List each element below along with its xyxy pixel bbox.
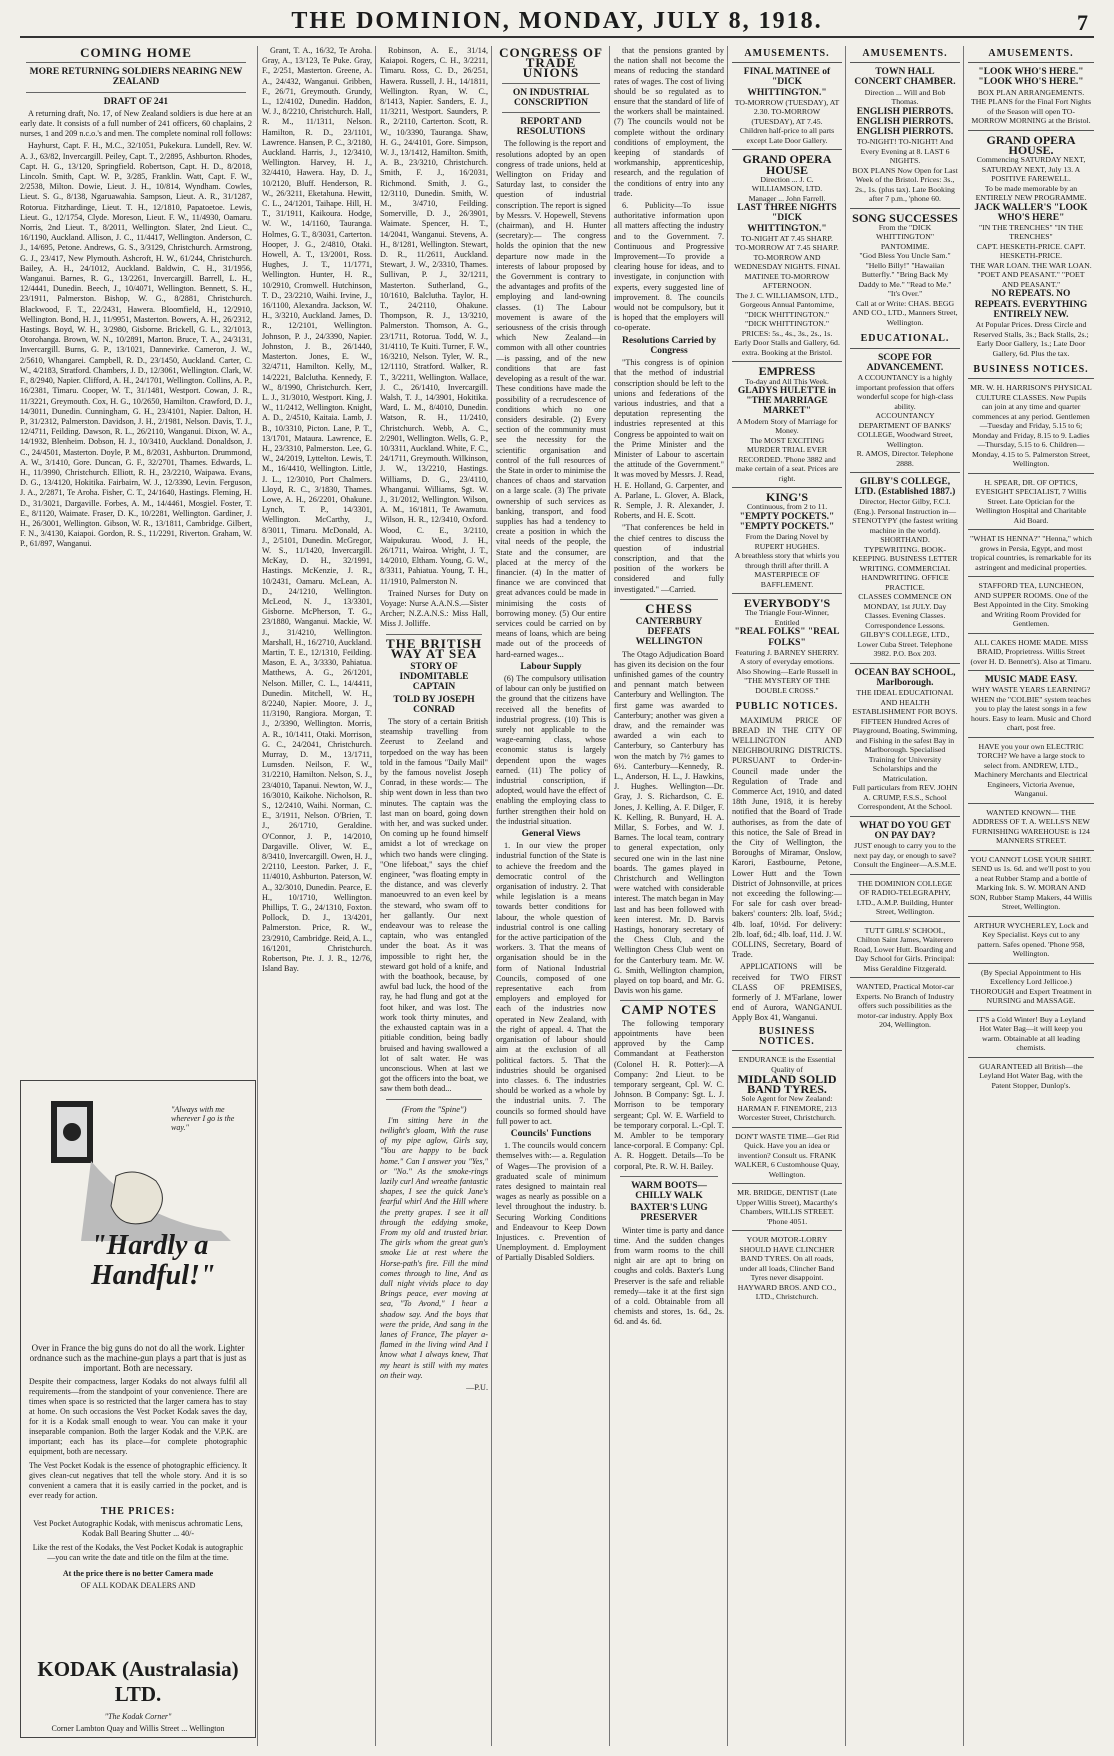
ad-text: ENDURANCE is the Essential Quality of: [738, 1055, 836, 1074]
column-chess-camp: [614, 46, 724, 1746]
ad-headline: MIDLAND SOLID BAND TYRES.: [737, 1072, 837, 1097]
article-heading: COMING HOME: [80, 46, 192, 60]
ad-text: H. SPEAR, DR. OF OPTICS, EYESIGHT SPECIALIST, 7 Willis Street. Late Optician for the Wellington Hospital and Charitable Aid Board.: [975, 477, 1087, 525]
ad-grand-opera-house: [732, 149, 842, 361]
ad-text: WHY WASTE YEARS LEARNING? WHEN the "COLBIE" system teaches you to play the latest songs in a few hours. Easy to learn. Music and Chord chart, post free.: [971, 685, 1091, 733]
ad-stafford-tea: [968, 576, 1094, 633]
poem-body: I'm sitting here in the twilight's gloam, With the ruse of my pipe aglow, Girls say, "You are happy to be back home." Can I answer you "Yes," or "No." As the smoke-rings lazily curl And wreathe fantastic shapes, I see the quick Jane's fearful whirl And the Hill where the pretty grapes. I see it all through the eddying smoke, From my old and trusted briar. The girls whom the great gun's smoke Lie at rest where the Horse-path's fire. Fill the mind comes through to line, And as dull night vivids place to day Brings peace, ever moving at sea, "To Avond," I hear a shadow say. And the boys that were the pride, And sang in the lanes of France, The player a-flamed in the living wind And I know what I always knew, That my heart is still with my mates on their way.: [380, 1115, 488, 1380]
ad-rubber-stamp: [968, 850, 1094, 916]
ad-text: ENGLISH PIERROTS. ENGLISH PIERROTS. ENGLISH PIERROTS.: [856, 106, 954, 138]
ad-text: FIFTEEN Hundred Acres of Playground, Boating, Swimming, and Fishing in the safest Bay in Marlborough. Specialised Training for University Scholarships and the Matriculation.: [852, 716, 958, 783]
ad-headline: "LOOK WHO'S HERE." "LOOK WHO'S HERE.": [978, 67, 1084, 88]
ad-text: GLADYS HULETTE in "THE MARRIAGE MARKET": [737, 386, 837, 417]
column-rule: [491, 46, 492, 1746]
ad-final-matinee: [732, 62, 842, 149]
ad-text: JUST enough to carry you to the next pay day, or enough to save? Consult the Engineer—A.S.M.E.: [853, 841, 957, 870]
ad-text: THE IDEAL EDUCATIONAL AND HEALTH ESTABLISHMENT FOR BOYS.: [852, 688, 958, 717]
ad-text: Featuring J. BARNEY SHERRY.: [735, 647, 839, 657]
ad-text: From the Daring Novel by RUPERT HUGHES.: [745, 532, 829, 551]
article-subheading: REPORT AND RESOLUTIONS: [516, 117, 586, 138]
section-heading: AMUSEMENTS.: [744, 48, 830, 59]
ad-text: HAVE you your own ELECTRIC TORCH? We have a large stock to select from. ANDREW, LTD., Machinery Merchants and Electrical Engineers, Victoria Avenue, Wanganui.: [974, 741, 1088, 799]
kodak-advertisement: [20, 1080, 256, 1738]
section-heading: Councils' Functions: [510, 1128, 592, 1139]
ad-text: WANTED KNOWN— THE ADDRESS OF T. A. WELLS'S NEW FURNISHING WAREHOUSE is 124 MANNERS STREET.: [972, 807, 1090, 846]
ad-text: YOU CANNOT LOSE YOUR SHIRT. SEND us 1s. 6d. and we'll post to you a neat Rubber Stamp and a bottle of Marking Ink. S. W. MORAN AND SON, Rubber Stamp Makers, 44 Willis Street, Wellington.: [970, 854, 1092, 912]
ad-headline: GRAND OPERA HOUSE: [742, 152, 832, 177]
ad-headline: EMPRESS: [758, 364, 816, 379]
chess-heading: CHESS: [645, 600, 693, 616]
ad-text: MR. BRIDGE, DENTIST (Late Upper Willis Street), Macarthy's Chambers, WILLIS STREET. 'Phone 4051.: [736, 1188, 838, 1226]
ad-text: TUTT GIRLS' SCHOOL, Chilton Saint James, Waiterero Road, Lower Hutt. Boarding and Day School for Girls. Principal: Miss Geraldine Fitzgerald.: [853, 925, 957, 973]
column-rule: [963, 46, 964, 1746]
ad-text: Call at or Write: CHAS. BEGG AND CO., LTD., Manners Street, Wellington.: [852, 298, 958, 327]
ad-text: BOX PLANS Now Open for Last Week of the Bristol. Prices: 3s., 2s., 1s. (plus tax). Late Booking after 7 p.m., 'phone 60.: [852, 165, 958, 204]
column-amusements-3: [968, 46, 1094, 1746]
column-rule: [609, 46, 610, 1746]
ad-empress: [732, 361, 842, 487]
ad-electric-torch: [968, 737, 1094, 803]
public-notice: MAXIMUM PRICE OF BREAD IN THE CITY OF WELLINGTON AND NEIGHBOURING DISTRICTS. PURSUANT to Order-in-Council made under the Regulation of Trade and Commerce Act, 1910, and dated 18th June, 1918, it is hereby notified that the Board of Trade authorises, as from the date of this notice, the Sale of Bread in the City of Wellington, the Boroughs of Miramar, Onslow, Karori, Eastbourne, Petone, Lower Hutt and the Town District of Johnsonville, at prices not exceeding the following:— For sale for cash over bread-bakers' counters: 2lb. loaf, 5½d.; 4lb. loaf, 10½d. For delivery: 2lb. loaf, 6d.; 4lb. loaf, 11d. J. W. COLLINS, Secretary, Board of Trade.: [732, 715, 842, 960]
ad-optician: [968, 473, 1094, 530]
ad-headline: GILBY'S COLLEGE, LTD. (Established 1887.): [854, 477, 956, 498]
ad-text: The Triangle Four-Winner, Entitled: [745, 608, 829, 627]
kodak-body: [29, 1343, 247, 1591]
ad-text: CLASSES COMMENCE ON MONDAY, 1st JULY. Day Classes. Evening Classes. Correspondence Lessons.: [858, 592, 952, 630]
public-notice: APPLICATIONS will be received for TWO FIRST CLASS OF PREMISES, formerly of J. M'Farlane, lower end of Aurora, WANGANUI. Apply Box 41, Wanganui.: [732, 962, 842, 1023]
nominal-roll: Hayhurst, Capt. F. H., M.C., 32/1051, Pukekura. Lundell, Rev. W. A. J., 63/82, Invercargill. Peiley, Capt. T., 2/2895, Ashburton. Rhodes, Capt. H. G., 13/120, Springfield. Robertson, Capt. H. D., 8/2018, Lincoln. Smith, Capt. W. P., 3/285, Franklin. Watt, Capt. F. W., 2/2538, Milton. Dowie, Lieut. J. H., 10/814, Wyndham. Cowles, Lieut. S. G., 8/138, Ngaruawahia. Sampson, Lieut. A. R., 31/1287, Rotorua. Fitzhardinge, Lieut. T. H., 12/1810, Papatoetoe. Lewis, Lieut. G., 12/1754, Clyde. Moreson, Lieut. F. W., 11/4930, Oamaru. Norris, 2nd Lieut. T., 8/2011, Wellington. Slater, 2nd Lieut. C., 16/1190, Auckland. Allison, J. C., 11/4417, Wellington. Anderson, C. J., 14/695, Petone. Andrews, G. S., 3/3129, Christchurch. Armstrong, G. J., 23/417, New Plymouth. Ashcroft, H. W., 61/244, Christchurch. Bailey, A. H., 24/1012, Auckland. Baldwin, C. H., 31/1956, Wanganui. Barnes, R. G., 13/2261, Invercargill. Barrell, L. H., 12/4441, Dunedin. Beech, J., 10/4071, Wellington. Bennett, S. H., 23/1911, Palmerston. Bishop, W. G., 8/2881, Christchurch. Blackwood, F. T., 22/2431, Hawera. Bloomfield, H., 12/2910, Wellington. Bond, H. J., 11/9951, Masterton. Bowers, A. H., 26/2312, Hastings. Boyd, W. H., 3/2980, Gisborne. Brickell, G. L., 32/1013, Otorohanga. Brown, W. N., 10/2891, Marton. Bruce, T. A., 24/3131, Invercargill. Burns, G. P., 13/1021, Dannevirke. Cameron, J. W., 2/5610, Whangarei. Campbell, R. D., 23/1450, Auckland. Carter, C. W., 4/2183, Stratford. Chambers, J. D., 12/3061, Wellington. Clark, W. F., 8/2940, Napier. Clifford, A. H., 24/1701, Wellington. Collins, A. P., 16/2381, Timaru. Cooper, W. T., 31/1481, Westport. Cowan, J. R., 11/3221, Greymouth. Cox, H. G., 10/2650, Hamilton. Crawford, D. J., 14/3011, Dunedin. Cunningham, G. H., 23/4101, Napier. Dalton, H. P., 31/2312, Palmerston. Davidson, J. H., 2/1981, Nelson. Davis, T. J., 12/4711, Feilding. Dawson, R. L., 26/2110, Wanganui. Dixon, W. A., 14/1932, Blenheim. Dobson, H. J., 10/3410, Auckland. Donaldson, J. C., 24/4501, Masterton. Doyle, P. M., 8/2031, Ashburton. Drummond, A. W., 3/1410, Gore. Duncan, G. F., 32/2701, Thames. Edwards, L. H., 11/3990, Christchurch. Elliott, R. H., 23/2210, Waipawa. Evans, D. G., 13/4120, Hokitika. Fairbairn, W. J., 12/3390, Levin. Ferguson, J. A., 2/2871, Te Aroha. Fisher, C. T., 24/1640, Hastings. Fleming, H. D., 31/3021, Dargaville. Forbes, A. M., 14/4461, Mosgiel. Foster, T. E., 8/1120, Waimate. Fraser, D. K., 10/2281, Wellington. Gardiner, J. H., 26/3001, Wellington. Gibson, W. R., 13/1811, Cambridge. Gilbert, F. N., 3/4130, Kaiapoi. Gordon, R. S., 11/2291, Riverton. Graham, W. P., 61/897, Wanganui.: [20, 141, 252, 549]
ad-text: A story of everyday emotions. Also Showing—Earle Russell in "THE MYSTERY OF THE DOUBLE CROSS.": [736, 657, 838, 695]
kodak-body-para: The Vest Pocket Kodak is the essence of photographic efficiency. It gives clean-cut negatives that tell the whole story. And it is so convenient a camera that it is easily carried in the pocket, and is ever ready for action.: [29, 1461, 247, 1500]
column-rule: [375, 46, 376, 1746]
ad-text: A Modern Story of Marriage for Money.: [736, 416, 838, 436]
column-rule: [257, 46, 258, 1746]
section-heading: AMUSEMENTS.: [862, 48, 948, 59]
page-number: 7: [1077, 10, 1088, 35]
ad-text: Director, Hector Gilby, F.C.I. (Eng.). Personal Instruction in—: [854, 497, 956, 516]
ad-guaranteed: [968, 1057, 1094, 1095]
section-heading: EDUCATIONAL.: [860, 333, 950, 345]
ad-text: "EMPTY POCKETS." "EMPTY POCKETS.": [739, 511, 835, 533]
ad-text: Full particulars from REV. JOHN A. CRUMP, F.S.S., School Correspondent, At the School.: [852, 783, 958, 812]
ad-text: "REAL FOLKS" "REAL FOLKS": [734, 627, 840, 648]
poem-signature: —P.U.: [466, 1383, 488, 1392]
ad-radio-college: [850, 874, 960, 921]
ad-headline: TOWN HALL CONCERT CHAMBER.: [854, 67, 956, 88]
ad-everybodys: [732, 593, 842, 699]
ad-song-successes: [850, 208, 960, 332]
kodak-body-lead: Over in France the big guns do not do all the work. Lighter ordnance such as the machine-gun plays a part that is just as important. Both are necessary.: [29, 1343, 247, 1373]
ad-text: Manager ... John Farrell.: [748, 193, 826, 203]
ad-dont-wait: [732, 1127, 842, 1184]
nominal-roll-end: Robinson, A. E., 31/14, Kaiapoi. Rogers, C. H., 3/2211, Timaru. Ross, C. D., 26/251, Hawera. Russell, J. H., 14/1811, Wellington. Ryan, W. C., 8/1413, Napier. Sanders, E. J., 11/3211, Westport. Saunders, P. R., 2/2110, Carterton. Scott, R. W., 10/3390, Tauranga. Shaw, H. G., 24/4101, Gore. Simpson, W. J., 13/1412, Hamilton. Smith, A. B., 23/3210, Christchurch. Smith, F. J., 16/2031, Richmond. Smith, J. G., 12/3110, Dunedin. Smith, W. M., 3/4710, Feilding. Somerville, D. J., 26/3901, Waimate. Spencer, H. T., 14/2041, Wanganui. Stevens, A. H., 8/1281, Wellington. Stewart, D. R., 11/2611, Auckland. Stewart, J. W., 2/3310, Thames. Sullivan, P. J., 32/1211, Masterton. Sutherland, G., 10/1610, Balclutha. Taylor, H. T., 24/2110, Ohakune. Thompson, R. J., 13/3210, Palmerston. Thomson, A. G., 23/1711, Rotorua. Todd, W. J., 31/4110, Te Kuiti. Turner, F. W., 16/3210, Nelson. Tyler, W. R., 12/1110, Stratford. Walker, R. T., 3/2211, Wellington. Wallace, J. C., 26/1410, Invercargill. Walsh, T. J., 14/3901, Hokitika. Ward, L. M., 8/4010, Dunedin. Watson, R. H., 11/2410, Christchurch. Webb, A. C., 2/2901, Wellington. Wells, G. P., 10/3311, Auckland. White, F. C., 24/1711, Greymouth. Wilkinson, J. W., 13/2210, Hastings. Williams, D. G., 23/4110, Whanganui. Williams, Sgt. W. J., 31/2012, Wellington. Wilson, A. M., 16/1811, Te Awamutu. Wilson, H. R., 12/3410, Oxford. Wood, C. E., 3/2110, Waipukurau. Wood, J. H., 26/1711, Wairoa. Wright, J. T., 14/2010, Eltham. Young, G. W., 8/3311, Pahiatua. Young, T. H., 11/1910, Palmerston N.: [380, 46, 488, 586]
kodak-price: Vest Pocket Autographic Kodak, with meniscus achromatic Lens, Kodak Ball Bearing Shutter ... 40/-: [33, 1519, 243, 1538]
ad-kings: [732, 487, 842, 593]
article-body: 6. Publicity—To issue authoritative information upon all matters affecting the industry and to the Government. 7. Continuous and Progressive Improvement—To provide a clearing house for ideas, and to investigate, in conjunction with experts, every suggested line of improvement. 8. The councils would not be compulsory, but it is hoped that the employers will co-operate.: [614, 201, 724, 333]
ad-physical-culture: [968, 378, 1094, 473]
ad-text: "POET AND PEASANT." "POET AND PEASANT.": [977, 270, 1085, 289]
column-coming-home: [20, 46, 252, 1066]
article-body: that the pensions granted by the nation shall not become the means of reducing the standard rates of wages. The cost of living should be so regulated as to ensure that the standard of life of the workers shall be maintained. (7) The councils would not be complete without the ordinary conditions of employment, the keeping of standards of workmanship, apprenticeship, research, and the regulation of the conditions of entry into any trade.: [614, 46, 724, 198]
column-amusements-1: [732, 46, 842, 1746]
article-body: 1. The councils would concern themselves with:— a. Regulation of Wages—The provision of a graduated scale of minimum rates designed to maintain real wages as nearly as possible on a level throughout the industry. b. Securing Working Conditions and Endeavour to Keep Down Injustices. c. Prevention of Unemployment. d. Employment of Partially Disabled Soldiers.: [496, 1141, 606, 1263]
article-intro: A returning draft, No. 17, of New Zealand soldiers is due here at an early date. It consists of a full number of 241 officers, 60 chaplains, 2 nurses, 1 and 209 n.c.o.'s and men. The complete nominal roll follows:: [20, 108, 252, 139]
article-body: (6) The compulsory utilisation of labour can only be justified on the ground that the citizens have received all the benefits of industrial progress. (10) This is surely not applicable to the wage-earning class, whose economic status is largely dependent upon the wages earned. (11) The policy of industrial conscription, if adopted, would have the effect of enabling the employing class to further strengthen their hold on the industrial situation.: [496, 673, 606, 826]
ad-text: IT'S a Cold Winter! Buy a Leyland Hot Water Bag—it will keep you warm. Obtainable at all leading chemists.: [976, 1014, 1086, 1053]
article-heading: THE BRITISH WAY AT SEA: [386, 635, 482, 661]
article-body: "That conferences be held in the chief centres to discuss the question of industrial conscription, and that the position of the workers be considered and fully investigated." —Carried.: [614, 523, 724, 594]
ad-text: ALL CAKES HOME MADE. MISS BRAID, Proprietress. Willis Street (over H. D. Bennett's). Also at Timaru.: [970, 637, 1092, 666]
ad-text: Children half-price to all parts except Late Door Gallery.: [739, 126, 835, 145]
ad-headline: EVERYBODY'S: [743, 596, 831, 611]
kodak-footnote: Like the rest of the Kodaks, the Vest Pocket Kodak is autographic—you can write the date and title on the film at the time.: [32, 1543, 244, 1562]
ad-clincher-tyres: [732, 1230, 842, 1306]
ad-text: THE WAR LOAN. THE WAR LOAN.: [970, 260, 1092, 270]
ad-text: ACCOUNTANCY DEPARTMENT OF BANKS' COLLEGE, Woodward Street, Wellington.: [857, 411, 953, 449]
ad-text: To-day and All This Week.: [745, 376, 829, 386]
ad-text: Direction ... Will and Bob Thomas.: [864, 87, 946, 107]
ad-text: TO-NIGHT AT 7.45 SHARP. TO-MORROW AT 7.45 SHARP.: [735, 233, 839, 253]
article-body: The following is the report and resolutions adopted by an open congress of trade unions, held at Wellington on Friday and Saturday last, to consider the question of industrial conscription. The report is signed by Messrs. V. Hopewell, Stevens (chairman), and H. Hunter (secretary):— The congress holds the opinion that the new departure now made in the interests of labour proposed by the Government is contrary to the advantages and profits of the employing and land-owning classes. (1) The Labour movement is aware of the seriousness of the crisis through which New Zealand—in common with all other countries—is passing, and of the new conditions that are fast developing as a result of the war. These conditions have made the possibility of a recrudescence of conditions which no one considers desirable. (2) Every section of the community must see the necessity for the scientific organisation and control of the full resources of the State in order to minimise the chances of chaos and starvation on a large scale. (3) The private ownership of such services as banking, transport, and food supplies has had a tendency to create a position in which the vital needs of the people, the State and the consumer, are placed at the mercy of the financier. (4) In the matter of finance we are convinced that great advances could be made in minimising the costs of borrowing money. (5) Our entire services could be carried on by means of loans, which are being made out of the proceeds of hard-earned wages...: [496, 139, 606, 659]
kodak-address: Corner Lambton Quay and Willis Street ... Wellington: [51, 1724, 225, 1733]
ad-text: "IN THE TRENCHES" "IN THE TRENCHES": [979, 222, 1083, 242]
ad-headline: MUSIC MADE EASY.: [984, 675, 1078, 686]
ad-text: GUARANTEED all British—the Leyland Hot Water Bag, with the Patent Stopper, Dunlop's.: [979, 1061, 1083, 1090]
ad-headline: GRAND OPERA HOUSE.: [986, 132, 1076, 157]
ad-text: THE DOMINION COLLEGE OF RADIO-TELEGRAPHY, LTD., A.M.P. Building, Hunter Street, Wellington.: [856, 878, 954, 917]
section-heading: AMUSEMENTS.: [988, 48, 1074, 59]
ad-town-hall: [850, 62, 960, 208]
poem-title: (From the "Spine"): [401, 1103, 467, 1114]
ad-text: LAST THREE NIGHTS "DICK WHITTINGTON.": [737, 203, 837, 234]
column-congress: [496, 46, 606, 1746]
ad-text: To be made memorable by an ENTIRELY NEW PROGRAMME.: [975, 183, 1087, 203]
section-heading: Labour Supply: [520, 661, 582, 672]
ad-text: A breathless story that whirls you through thrill after thrill. A MASTERPIECE OF BAFFLEMENT.: [734, 551, 840, 589]
ad-ocean-bay-school: [850, 663, 960, 816]
kodak-caption: "Always with me wherever I go is the way.": [171, 1105, 235, 1132]
ad-text: STENOTYPY (the fastest writing machine in the world). SHORTHAND. TYPEWRITING. BOOK-KEEPING. BUSINESS LETTER WRITING. COMMERCIAL HANDWRITING. OFFICE PRACTICE.: [852, 516, 958, 592]
chess-body: The Otago Adjudication Board has given its decision on the four unfinished games of the country and pennant match between Canterbury and Wellington. The first game was awarded to Canterbury; another was given a draw, and the remainder was awarded a win each to Canterbury, so Canterbury has won the match by 7½ games to 6½. Canterbury—Kennedy, R. L., Anderson, H. L., J. Hawkins, J. Hughes. Wellington—Dr. Gray, J. S. Richardson, C. E. Jones, J. Kelling, A. F. Dilger, F. K. Kelling, R. Bunyard, H. A. Millar, S. Forbes, and W. J. Barnes. The local team, contrary to general expectation, only secured one win in the last nine boards. The games played in Christchurch and Wellington were watched with considerable interest. The match began in May last and has been followed with keen interest. Mr. D. Barvis Hastings, honorary secretary of the Chess Club, and the Wellington Chess Club went on for the Canterbury team. Mr. W. G. Smith, Wellington champion, played on top board, and Mr. G. Davis won his game.: [614, 649, 724, 996]
article-body: The story of a certain British steamship travelling from Zeerust to Zeeland and torpedoed on the way has been told in the famous "Daily Mail" by the famous novelist Joseph Conrad, in these words:— The ship went down in less than two minutes. The captain was the last man on board, going down with her, and was sucked under. On coming up he found himself amidst a lot of wreckage on which two hands were clinging. "One lifeboat," says the chief engineer, "was floating empty in the distance, and was cleverly manoeuvred to an even keel by the steward, who swam off to her gallantly. Our next endeavour was to release the captain, who was entangled under the boat. As it was impossible to right her, the steward got hold of a knife, and with the boathook, because, by awful bad luck, the hood of the ray, he had flung and got at the foot hiker, and was lost. The work took thirty minutes, and the exhausted captain was in a pitiable condition, being badly bruised and having swallowed a lot of salt water. He was unconscious. When at last we got the officers into the boat, we saw them both dead...: [380, 717, 488, 1094]
section-heading: Resolutions Carried by Congress: [622, 335, 716, 356]
kodak-brand: KODAK (Australasia) LTD.: [37, 1657, 239, 1706]
article-body: 1. In our view the proper industrial function of the State is to achieve the freedom and the democratic control of the organisation of industry. 2. That while legislation is a means towards better conditions for labour, the whole question of industrial control is one calling for the active participation of the workers. 3. That the means of organisation should be in the form of National Industrial Councils, composed of one representative each from employers and employed for each of the industries now operated in New Zealand, with the right of appeal. 4. That the organisation of labour should aim at the exclusion of all political factors. 5. That the industries should be organised into classes. 6. The industries should be worked as a whole by the industrial units. 7. The councils so formed should have full power to act.: [496, 841, 606, 1126]
column-british-way: [380, 46, 488, 1746]
nominal-roll-continued: Grant, T. A., 16/32, Te Aroha. Gray, A., 13/123, Te Puke. Gray, F., 2/251, Masterton. Greene, A. A., 24/432, Wanganui. Gribben, F., 26/71, Greymouth. Grundy, L., 12/4102, Dunedin. Haddon, W. J., 8/2210, Christchurch. Hall, R. M., 11/1311, Nelson. Hamilton, R. D., 23/1101, Lawrence. Hansen, P. C., 3/2180, Auckland. Harris, J., 12/3410, Wellington. Harvey, H. J., 32/4410, Hawera. Hay, D. J., 10/2120, Bluff. Henderson, R. W., 26/3211, Eketahuna. Hewitt, C. L., 24/1201, Taihape. Hill, H. T., 31/1911, Kaikoura. Hodge, W. W., 14/1160, Tauranga. Holmes, G. T., 8/3031, Carterton. Hooper, J. G., 2/4810, Otaki. Howell, A. T., 13/2001, Ross. Hughes, J. T., 11/1771, Wellington. Hunter, H. R., 10/2910, Cromwell. Hutchinson, T. D., 23/2210, Waihi. Irvine, J., 16/1100, Alexandra. Jackson, W. H., 3/3210, Auckland. James, D. R., 12/2101, Wellington. Johnson, P. J., 24/3390, Napier. Johnston, J. B., 26/1440, Masterton. Jones, E. W., 32/4711, Hamilton. Kelly, M., 14/2221, Balclutha. Kennedy, F. W., 8/1990, Christchurch. Kerr, L. J., 31/3010, Westport. King, J. W., 11/2412, Wellington. Knight, A. D., 2/4510, Kaitaia. Lamb, J. B., 10/3310, Picton. Lane, P. T., 13/1701, Mataura. Lawrence, E. H., 23/3310, Palmerston. Lee, G. W., 24/2019, Lyttelton. Lewis, T. M., 16/4410, Wellington. Little, J. L., 12/3010, Port Chalmers. Lloyd, R. C., 3/1830, Thames. Lowe, A. H., 26/2201, Ohakune. Lynch, T. P., 14/3301, Wellington. McCarthy, J., 8/3011, Timaru. McDonald, A. J., 2/5101, Dunedin. McGregor, W. S., 11/1420, Invercargill. McKay, D. H., 32/1991, Hastings. McKenzie, J. R., 10/2431, Oamaru. McLean, A. D., 24/1210, Wellington. McLeod, N. J., 13/3301, Gisborne. McPherson, T. G., 23/1880, Wanganui. Mackie, W. J., 31/4210, Wellington. Marshall, H., 16/2710, Auckland. Martin, T. E., 12/1310, Feilding. Mason, E. A., 3/3330, Pahiatua. Matthews, A. G., 26/1201, Nelson. Miller, C. L., 14/4411, Dunedin. Mitchell, W. H., 8/2240, Napier. Moore, J. J., 11/3190, Rangiora. Morgan, T. J., 2/3390, Wellington. Morris, A. R., 10/1411, Otaki. Morrison, G. C., 24/2041, Christchurch. Murray, D. M., 13/1711, Lumsden. Neilson, F. W., 31/2210, Hamilton. Nelson, S. J., 23/4010, Tapanui. Newton, W. J., 16/3010, Kaikohe. Nicholson, R. S., 12/2410, Waihi. Norman, C. E., 3/1911, Nelson. O'Brien, T. J., 26/1710, Geraldine. O'Connor, J. P., 14/2010, Dargaville. Oliver, W. E., 8/3410, Invercargill. Owen, H. J., 2/2110, Leeston. Parker, J. F., 11/4010, Ashburton. Paterson, W. A., 32/3010, Dunedin. Pearce, E. H., 10/1710, Wellington. Phillips, T. G., 24/1310, Foxton. Pollock, D. J., 13/4201, Palmerston. Price, R. W., 23/2910, Cambridge. Reid, A. L., 16/1201, Christchurch. Robertson, Pte. J. J. R., 12/76, Island Bay.: [262, 46, 372, 974]
warm-subheading: BAXTER'S LUNG PRESERVER: [630, 1203, 708, 1224]
ad-text: CAPT. HESKETH-PRICE. CAPT. HESKETH-PRICE.: [976, 241, 1086, 261]
ad-henna: [968, 529, 1094, 576]
ad-text: MR. W. H. HARRISON'S PHYSICAL CULTURE CLASSES. New Pupils can join at any time and quarter commences at any period. Gentlemen—Tuesday and Friday, 5.15 to 6; Monday and Friday, 8.15 to 9. Ladies—Thursday, 5.15 to 6. Children—Monday, 4.15 to 5. Palmerston Street, Wellington.: [970, 383, 1092, 469]
section-heading: General Views: [521, 829, 581, 840]
ad-text: TO-MORROW (TUESDAY), AT 2.30. TO-MORROW (TUESDAY), AT 7.45.: [734, 97, 840, 126]
ad-text: JACK WALLER'S "LOOK WHO'S HERE": [974, 202, 1088, 223]
article-subheading: MORE RETURNING SOLDIERS NEARING NEW ZEALAND: [29, 67, 243, 88]
ad-look-whos-here: [968, 62, 1094, 129]
ad-headline: OCEAN BAY SCHOOL, Marlborough.: [854, 667, 956, 689]
kodak-dealers: OF ALL KODAK DEALERS AND: [80, 1581, 196, 1590]
article-subheading: ON INDUSTRIAL CONSCRIPTION: [512, 87, 590, 108]
kodak-headline: "Hardly a Handful!": [91, 1230, 216, 1291]
ad-music: [968, 670, 1094, 737]
column-rule: [845, 46, 846, 1746]
article-body: "This congress is of opinion that the method of industrial conscription should be left to the unions and federations of the various industries, and that a deputation representing the industries represented at this Congress be appointed to wait on the Prime Minister and the Minister of Labour to ascertain the attitude of the Government." It was moved by Messrs. J. Read, H. E. Holland, G. Carpenter, and A. Parlane, L. Glover, A. Black, R. Semple, J. R. Alexander, J. Roberts, and H. E. Scott.: [614, 358, 724, 521]
ad-hot-water-bag: [968, 1010, 1094, 1057]
ad-dentist: [732, 1183, 842, 1230]
ad-text: R. AMOS, Director. Telephone 2888.: [856, 449, 954, 468]
ad-headline: SCOPE FOR ADVANCEMENT.: [866, 352, 944, 373]
ad-banks-college: [850, 348, 960, 472]
ad-text: At Popular Prices. Dress Circle and Reserved Stalls, 3s.; Back Stalls, 2s.; Early Door Gallery, 1s.; Late Door Gallery, 6d. Plus the tax.: [973, 320, 1089, 358]
warm-body: Winter time is party and dance time. And the sudden changes from warm rooms to the chill night air are apt to bring on coughs and colds. Baxter's Lung Preserver is the safe and reliable remedy—take it at the first sign of a cold. Obtainable from all chemists and stores, 1s. 6d., 2s. 6d. and 4s. 6d.: [614, 1225, 724, 1327]
ad-headline: WHAT DO YOU GET ON PAY DAY?: [859, 820, 951, 842]
kodak-tagline: "The Kodak Corner": [104, 1712, 172, 1721]
ad-text: TO-MORROW AND WEDNESDAY NIGHTS. FINAL MATINEE TO-MORROW AFTERNOON.: [734, 252, 840, 291]
camp-body: The following temporary appointments have been approved by the Camp Commandant at Featherston (Colonel H. R. Potter):—A Company: 2nd Lieut. to be temporary sergeant, Cpl. W. C. Johnson. B Company: Sgt. L. J. Morrison to be temporary sergeant; Cpl. W. E. Warfield to be temporary corporal. L.-Cpl. T. M. Ambler to be temporary lance-corporal. E Company: Cpl. A. R. Hoggett. Details—To be corporal, Pte. R. W. H. Bailey.: [614, 1018, 724, 1171]
article-subheading: STORY OF INDOMITABLE CAPTAIN: [399, 661, 469, 693]
section-heading: BUSINESS NOTICES.: [973, 364, 1089, 376]
section-heading: BUSINESS NOTICES.: [758, 1025, 816, 1047]
nurses-note: Trained Nurses for Duty on Voyage: Nurse A.A.N.S.—Sister Archer; N.Z.A.N.S.: Miss Hall, Miss J. Jolliffe.: [380, 588, 488, 629]
ad-text: PRICES: 5s., 4s., 3s., 2s., 1s. Early Door Stalls and Gallery, 6d. extra. Booking at the Bristol.: [734, 328, 840, 357]
ad-text: A CCOUNTANCY is a highly important profession that offers wonderful scope for high-class ability.: [855, 373, 955, 411]
ad-text: ARTHUR WYCHERLEY, Lock and Key Specialist. Keys cut to any pattern. Safes opened. 'Phone 958, Wellington.: [973, 920, 1089, 959]
article-heading: CONGRESS OF TRADE UNIONS: [499, 46, 603, 81]
ad-text: TO-NIGHT! TO-NIGHT! And Every Evening at 8. LAST 6 NIGHTS.: [856, 137, 954, 166]
ad-midland-tyres: [732, 1050, 842, 1127]
ad-text: From the "DICK WHITTINGTON" PANTOMIME.: [875, 222, 935, 251]
ad-pay-day: [850, 816, 960, 874]
ad-text: "WHAT IS HENNA?" "Henna," which grows in Persia, Egypt, and most tropical countries, is remarkable for its astringent and medicinal properties.: [970, 534, 1092, 572]
draft-heading: DRAFT OF 241: [103, 96, 169, 107]
ad-text: BOX PLAN ARRANGEMENTS. THE PLANS for the Final Fort Nights of the Season will open TO-MORROW MORNING at the Bristol.: [971, 87, 1091, 126]
warm-heading: WARM BOOTS—CHILLY WALK: [631, 1180, 707, 1201]
ad-text: GILBY'S COLLEGE, LTD., Lower Cuba Street. Telephone 3982. P.O. Box 203.: [857, 630, 953, 659]
kodak-prices-title: THE PRICES:: [100, 1506, 176, 1517]
section-heading: PUBLIC NOTICES.: [735, 701, 839, 713]
ad-text: Commencing SATURDAY NEXT, SATURDAY NEXT, July 13. A POSITIVE FAREWELL.: [976, 155, 1086, 184]
ad-text: WANTED, Practical Motor-car Experts. No Branch of Industry offers such possibilities as the motor-car industry. Apply Box 204, Wellington.: [855, 982, 955, 1030]
article-byline: TOLD BY JOSEPH CONRAD: [393, 694, 475, 715]
ad-text: DON'T WASTE TIME—Get Rid Quick. Have you an idea or invention? Consult us. FRANK WALKER, 6 Customhouse Quay, Wellington.: [734, 1131, 840, 1179]
ad-text: Sole Agent for New Zealand: HARMAN F. FINEMORE, 213 Worcester Street, Christchurch.: [737, 1094, 837, 1123]
ad-text: (By Special Appointment to His Excellency Lord Jellicoe.) THOROUGH and Expert Treatment in NURSING and MASSAGE.: [970, 967, 1092, 1006]
ad-headline: SONG SUCCESSES: [852, 210, 958, 225]
ad-headline: FINAL MATINEE of "DICK WHITTINGTON.": [743, 67, 831, 98]
column-names-continued: [262, 46, 372, 1746]
masthead-title: THE DOMINION, MONDAY, JULY 8, 1918.: [291, 8, 823, 34]
ad-headline: KING'S: [765, 490, 808, 505]
kodak-body-para: Despite their compactness, larger Kodaks do not always fulfil all requirements—from the standpoint of your convenience. There are times when space is so restricted that the larger camera has to stay at home. On such occasions the Vest Pocket Kodak saves the day, for it is a Kodak small enough to wear. You can make it your inseparable companion. Both the larger Kodak and the V.P.K. are important; each has its place—for complete photographic equipment, both are necessary.: [29, 1377, 247, 1456]
ad-cakes: [968, 633, 1094, 671]
ad-locksmith: [968, 916, 1094, 963]
column-rule: [727, 46, 728, 1746]
ad-text: NO REPEATS. NO REPEATS. EVERYTHING ENTIRELY NEW.: [974, 289, 1088, 320]
ad-text: The MOST EXCITING MURDER TRIAL EVER RECORDED. 'Phone 3882 and make certain of a seat. Prices are right.: [735, 435, 839, 483]
ad-text: The J. C. WILLIAMSON, LTD., Gorgeous Annual Pantomime, "DICK WHITTINGTON." "DICK WHITTINGTON.": [735, 290, 839, 329]
masthead: [20, 8, 1094, 38]
ad-text: "God Bless You Uncle Sam." "Hello Billy!" "Hawaiian Butterfly." "Bring Back My Daddy to Me." "Read to Me." "It's Over.": [858, 251, 952, 299]
column-amusements-2: [850, 46, 960, 1746]
camp-heading: CAMP NOTES: [621, 1002, 717, 1018]
ad-text: YOUR MOTOR-LORRY SHOULD HAVE CLINCHER BAND TYRES. On all roads, under all loads, Clincher Band Tyres never disappoint. HAYWARD BROS. AND CO., LTD., Christchurch.: [737, 1235, 837, 1302]
chess-subheading: CANTERBURY DEFEATS WELLINGTON: [635, 616, 703, 648]
ad-text: STAFFORD TEA, LUNCHEON, AND SUPPER ROOMS. One of the Best Appointed in the City. Smoking and Writing Room Provided for Gentlemen.: [973, 581, 1089, 629]
ad-motor-experts: [850, 977, 960, 1034]
kodak-note: At the price there is no better Camera made: [62, 1569, 214, 1578]
ad-girls-school: [850, 921, 960, 978]
ad-grand-opera-farewell: [968, 130, 1094, 362]
ad-wanted-known: [968, 803, 1094, 850]
ad-text: Continuous, from 2 to 11.: [746, 502, 828, 512]
ad-massage: [968, 963, 1094, 1010]
ad-text: Direction ... J. C. WILLIAMSON, LTD.: [751, 174, 823, 194]
ad-gilbys-college: [850, 472, 960, 663]
